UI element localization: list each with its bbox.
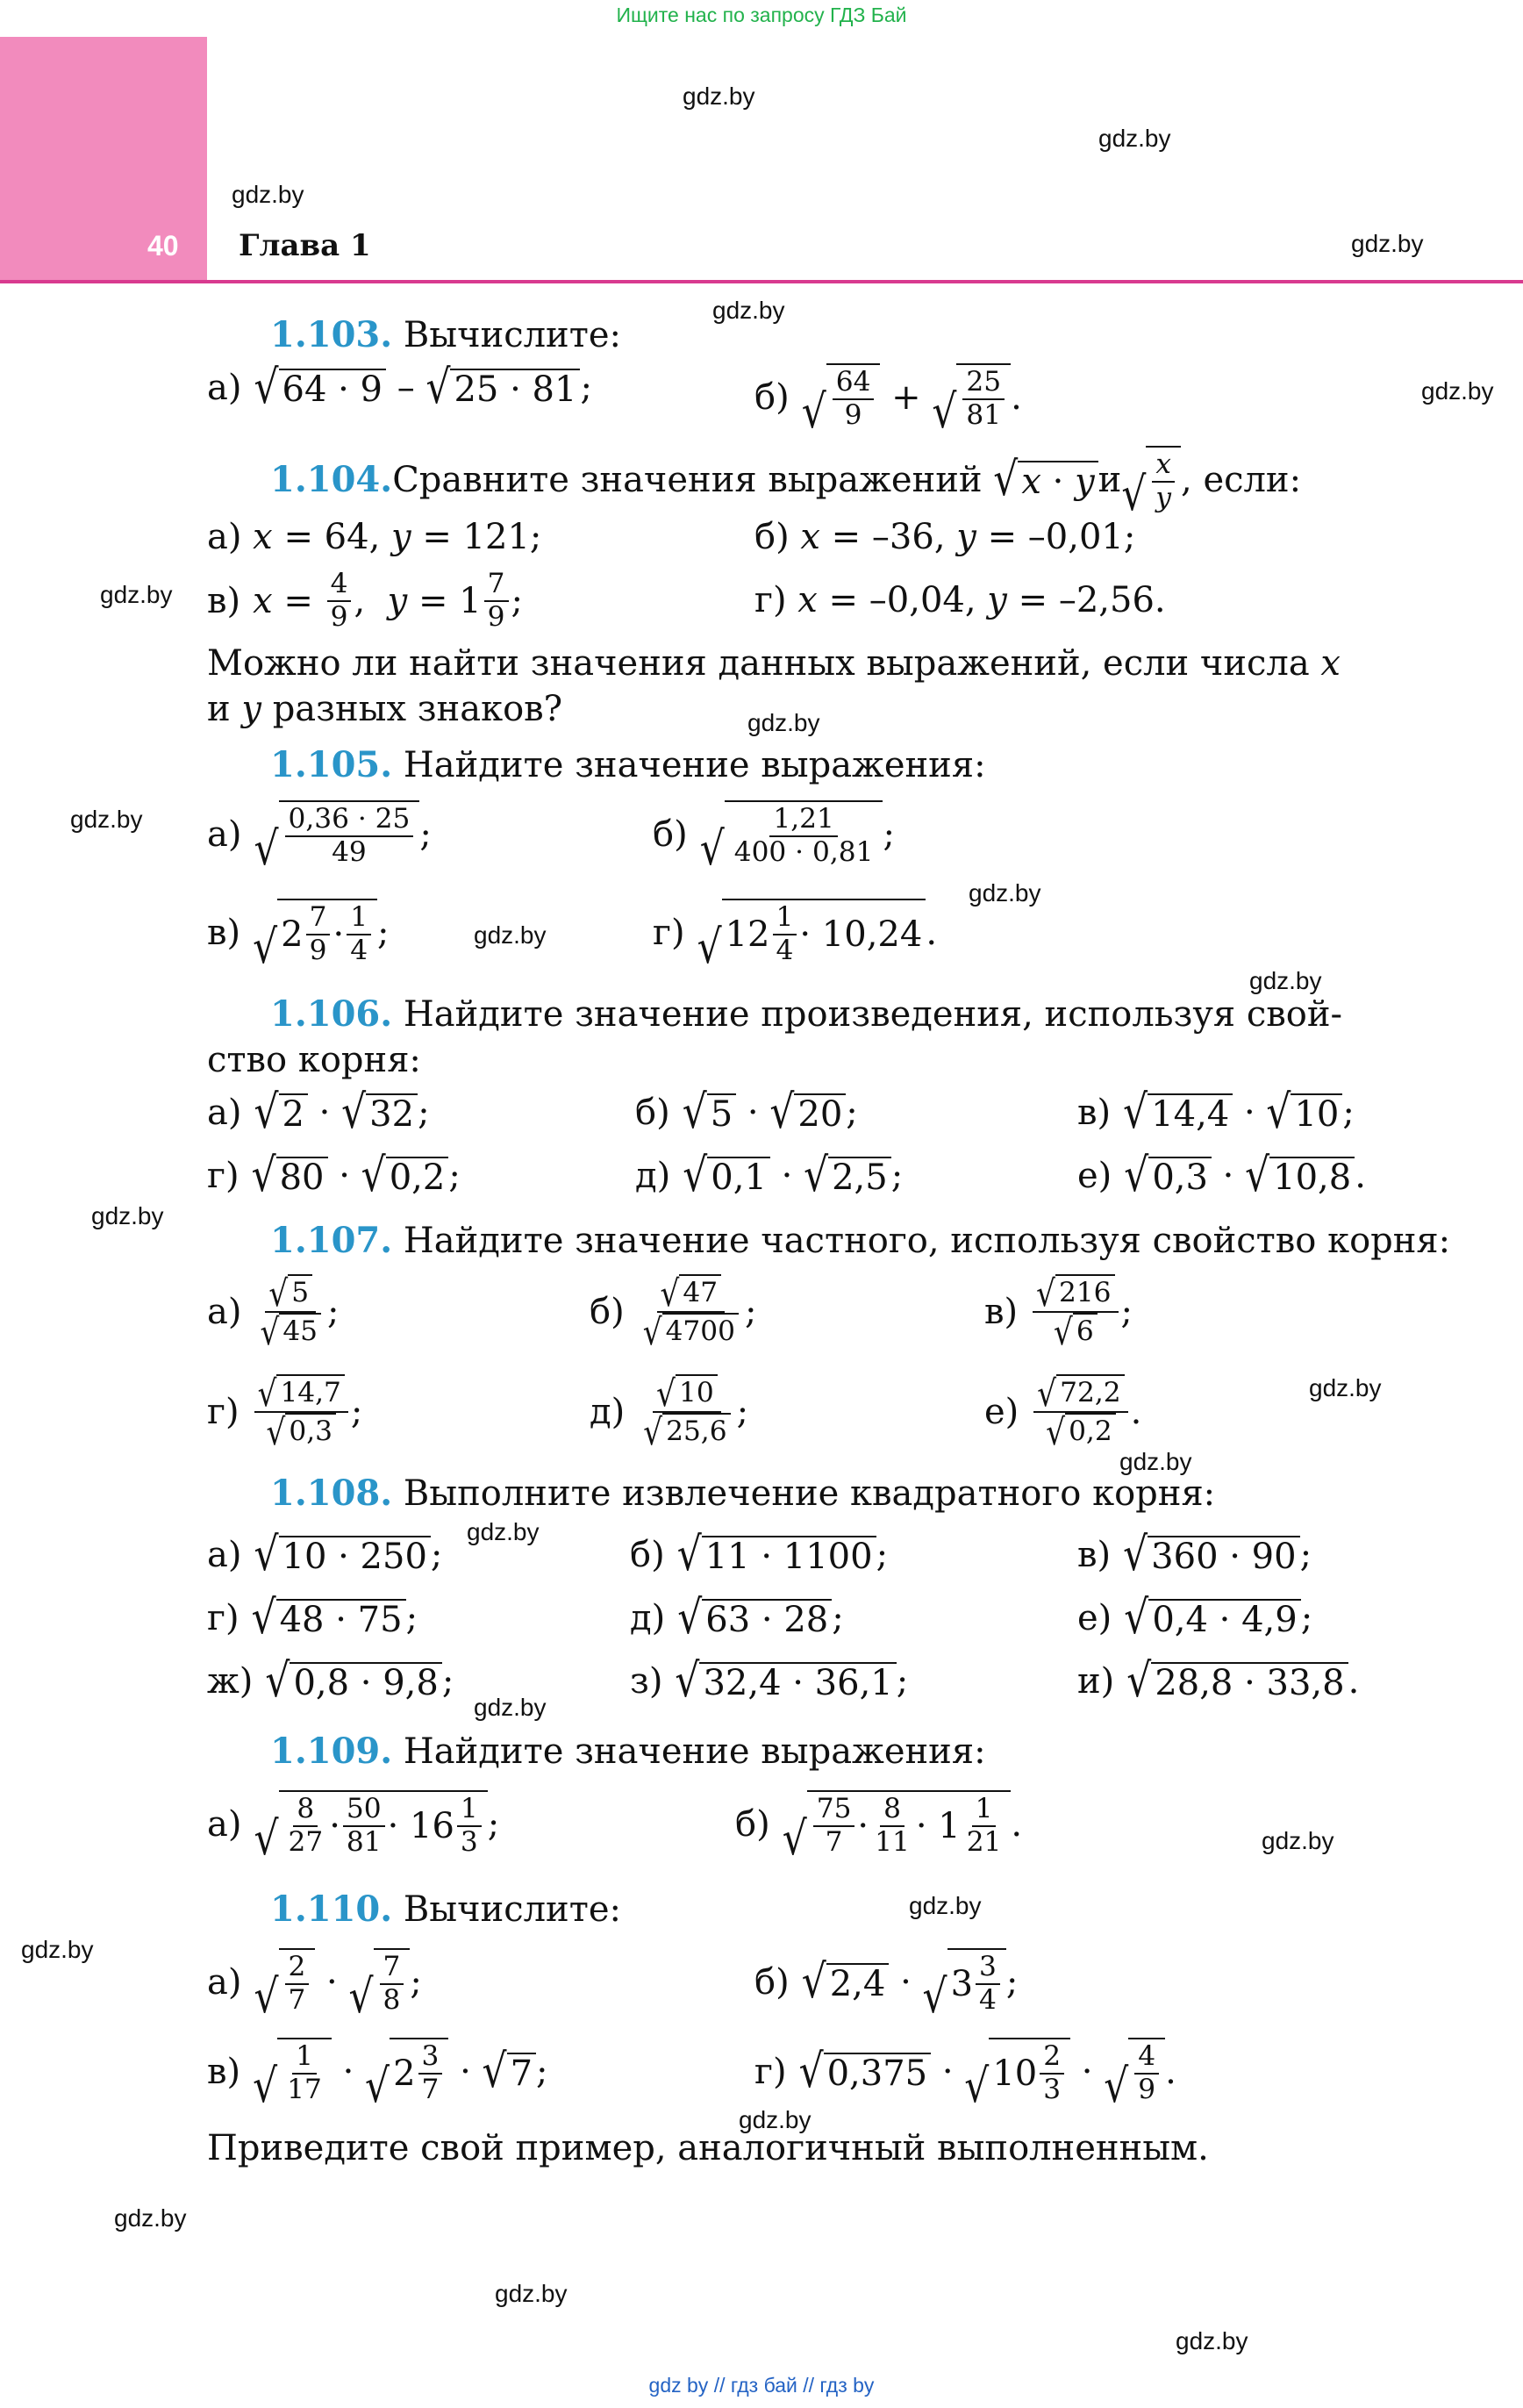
answer-1-108-i: и) √ 28,8 · 33,8 . bbox=[1077, 1653, 1360, 1708]
problem-1-108-heading: 1.108. Выполните извлечение квадратного корня: bbox=[270, 1473, 1216, 1514]
answer-1-106-g: г) √ 80 · √ 0,2 ; bbox=[207, 1148, 461, 1202]
answer-1-105-v: в) √ 2 $\frac{7}{9}$ · $\frac{1}{4}$ ; bbox=[207, 899, 390, 967]
answer-1-108-b: б) √ 11 · 1100 ; bbox=[630, 1527, 889, 1581]
chapter-title: Глава 1 bbox=[239, 228, 371, 263]
problem-1-110-heading: 1.110. Вычислите: bbox=[270, 1888, 621, 1930]
watermark: gdz.by bbox=[683, 82, 755, 110]
answer-1-104-b: б) x = –36, y = –0,01; bbox=[754, 517, 1136, 557]
watermark: gdz.by bbox=[474, 921, 547, 949]
answer-1-105-g: г) √ 12 $\frac{1}{4}$ · 10,24 . bbox=[653, 899, 937, 967]
page-number: 40 bbox=[147, 230, 179, 262]
answer-1-108-e: е) √ 0,4 · 4,9 ; bbox=[1077, 1590, 1313, 1645]
problem-1-104-heading: 1.104. Сравните значения выражений √ x · y и √ $\frac{x}{y}$ , если: bbox=[270, 446, 1301, 514]
closing-instruction: Приведите свой пример, аналогичный выполненным. bbox=[207, 2128, 1209, 2168]
answer-1-108-d: д) √ 63 · 28 ; bbox=[630, 1590, 844, 1645]
watermark: gdz.by bbox=[232, 181, 304, 208]
answer-1-105-b: б) √ $\frac{1,21}{400 \cdot 0,81}$ ; bbox=[653, 800, 895, 869]
answer-1-110-b: б) √ 2,4 · √ 3 $\frac{3}{4}$ ; bbox=[754, 1948, 1018, 2017]
watermark: gdz.by bbox=[1351, 230, 1424, 257]
watermark: gdz.by bbox=[969, 879, 1041, 907]
problem-1-106-heading: 1.106. Найдите значение произведения, используя свой- bbox=[270, 993, 1343, 1035]
answer-1-103-a: а) √ 64 · 9 – √ 25 · 81 ; bbox=[207, 360, 592, 414]
watermark: gdz.by bbox=[1421, 377, 1494, 405]
watermark: gdz.by bbox=[1309, 1374, 1382, 1401]
watermark: gdz.by bbox=[739, 2106, 812, 2133]
watermark: gdz.by bbox=[1119, 1448, 1192, 1475]
watermark: gdz.by bbox=[1098, 125, 1171, 152]
problem-1-103-heading: 1.103. Вычислите: bbox=[270, 314, 621, 355]
problem-1-104-note-2: и y разных знаков? bbox=[207, 689, 563, 729]
answer-1-110-g: г) √ 0,375 · √ 10 $\frac{2}{3}$ · √ $\frac{4}{9}$ . bbox=[754, 2038, 1176, 2106]
answer-1-110-a: а) √ $\frac{2}{7}$ · √ $\frac{7}{8}$ ; bbox=[207, 1948, 422, 2017]
answer-1-105-a: а) √ $\frac{0,36 \cdot 25}{49}$ ; bbox=[207, 800, 432, 869]
watermark: gdz.by bbox=[747, 709, 820, 736]
watermark: gdz.by bbox=[70, 806, 143, 833]
answer-1-104-a: а) x = 64, y = 121; bbox=[207, 517, 542, 557]
answer-1-107-v: в) √ 216 √ 6 ; bbox=[984, 1272, 1133, 1354]
watermark: gdz.by bbox=[467, 1518, 540, 1545]
answer-1-106-d: д) √ 0,1 · √ 2,5 ; bbox=[635, 1148, 904, 1202]
answer-1-104-v: в) x = $\frac{4}{9}$ , y = 1 $\frac{7}{9}$ ; bbox=[207, 568, 523, 633]
answer-1-108-z: з) √ 32,4 · 36,1 ; bbox=[630, 1653, 909, 1708]
answer-1-107-d: д) √ 10 √ 25,6 ; bbox=[590, 1372, 749, 1454]
top-banner[interactable]: Ищите нас по запросу ГДЗ Бай bbox=[616, 4, 907, 26]
answer-1-109-a: а) √ $\frac{8}{27}$ · $\frac{50}{81}$ · 16 $\frac{1}{3}$ ; bbox=[207, 1790, 499, 1859]
answer-1-104-g: г) x = –0,04, y = –2,56. bbox=[754, 580, 1166, 620]
answer-1-106-b: б) √ 5 · √ 20 ; bbox=[635, 1085, 858, 1139]
answer-1-107-a: а) √ 5 √ 45 ; bbox=[207, 1272, 340, 1354]
answer-1-106-v: в) √ 14,4 · √ 10 ; bbox=[1077, 1085, 1355, 1139]
footer-links[interactable]: gdz by // гдз бай // гдз by bbox=[648, 2374, 875, 2397]
answer-1-106-a: а) √ 2 · √ 32 ; bbox=[207, 1085, 430, 1139]
problem-1-109-heading: 1.109. Найдите значение выражения: bbox=[270, 1731, 986, 1772]
watermark: gdz.by bbox=[100, 581, 173, 608]
watermark: gdz.by bbox=[114, 2204, 187, 2232]
problem-1-105-heading: 1.105. Найдите значение выражения: bbox=[270, 744, 986, 785]
watermark: gdz.by bbox=[474, 1694, 547, 1721]
answer-1-107-b: б) √ 47 √ 4700 ; bbox=[590, 1272, 757, 1354]
answer-1-107-e: е) √ 72,2 √ 0,2 . bbox=[984, 1372, 1142, 1454]
answer-1-110-v: в) √ $\frac{1}{17}$ · √ 2 $\frac{3}{7}$ · √ 7 ; bbox=[207, 2038, 548, 2106]
answer-1-106-e: е) √ 0,3 · √ 10,8 . bbox=[1077, 1148, 1366, 1202]
answer-1-108-g: г) √ 48 · 75 ; bbox=[207, 1590, 418, 1645]
watermark: gdz.by bbox=[495, 2280, 568, 2307]
problem-1-106-heading-2: ство корня: bbox=[207, 1040, 421, 1080]
answer-1-108-v: в) √ 360 · 90 ; bbox=[1077, 1527, 1312, 1581]
answer-1-107-g: г) √ 14,7 √ 0,3 ; bbox=[207, 1372, 363, 1454]
answer-1-103-b: б) √ $\frac{64}{9}$ + √ $\frac{25}{81}$ . bbox=[754, 363, 1022, 432]
watermark: gdz.by bbox=[91, 1202, 164, 1229]
answer-1-109-b: б) √ $\frac{75}{7}$ · $\frac{8}{11}$ · 1 $\frac{1}{21}$ . bbox=[735, 1790, 1022, 1859]
watermark: gdz.by bbox=[1176, 2327, 1248, 2354]
watermark: gdz.by bbox=[712, 297, 785, 324]
watermark: gdz.by bbox=[21, 1936, 94, 1963]
problem-1-107-heading: 1.107. Найдите значение частного, используя свойство корня: bbox=[270, 1220, 1451, 1261]
answer-1-108-zh: ж) √ 0,8 · 9,8 ; bbox=[207, 1653, 454, 1708]
answer-1-108-a: а) √ 10 · 250 ; bbox=[207, 1527, 443, 1581]
watermark: gdz.by bbox=[1249, 967, 1322, 994]
problem-1-104-note: Можно ли найти значения данных выражений, если числа x bbox=[207, 643, 1341, 684]
header-rule bbox=[0, 280, 1523, 283]
watermark: gdz.by bbox=[1262, 1827, 1334, 1854]
watermark: gdz.by bbox=[909, 1892, 982, 1919]
